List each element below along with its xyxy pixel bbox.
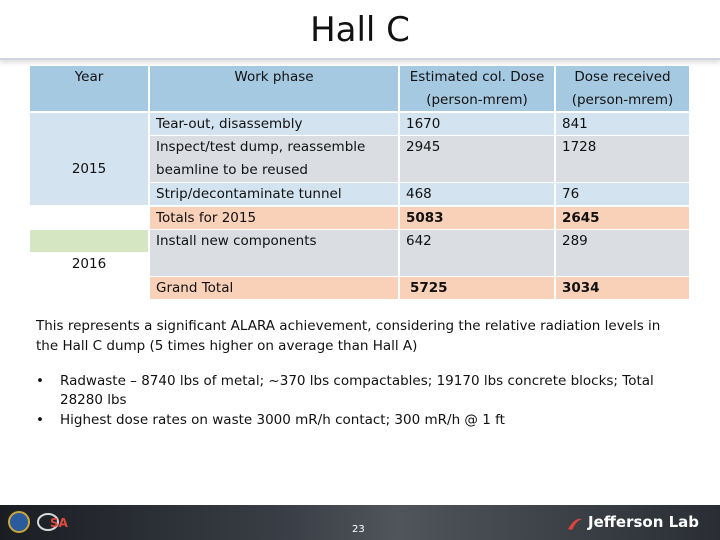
row3-estimated xyxy=(400,183,554,205)
row5-estimated-value: 642 xyxy=(406,233,432,249)
slide-title: Hall C xyxy=(310,10,410,50)
row3-received-value: 76 xyxy=(562,186,580,202)
row4-received xyxy=(556,207,689,229)
bullet-icon: • xyxy=(36,412,44,428)
row2-received-value: 1728 xyxy=(562,139,597,155)
doe-seal-icon xyxy=(8,511,30,533)
bullet-text: Highest dose rates on waste 3000 mR/h contact; 300 mR/h @ 1 ft xyxy=(60,412,505,428)
header-estimated-label: Estimated col. Dose (person-mrem) xyxy=(409,69,545,108)
row4-estimated-value: 5083 xyxy=(406,210,444,226)
header-year-label: Year xyxy=(74,69,104,85)
row4-phase-text: Totals for 2015 xyxy=(156,210,257,226)
row3-phase xyxy=(150,183,398,205)
title-bar xyxy=(0,0,720,60)
row4-estimated xyxy=(400,207,554,229)
year-2016-cell xyxy=(30,230,148,252)
row5-phase-text: Install new components xyxy=(156,233,317,249)
row4-phase xyxy=(150,207,398,229)
row2-estimated xyxy=(400,136,554,182)
jefferson-lab-logo xyxy=(588,513,712,535)
row6-phase xyxy=(150,277,398,299)
row1-received xyxy=(556,113,689,135)
year-2016-label: 2016 xyxy=(71,256,107,272)
header-work-phase-label: Work phase xyxy=(234,69,314,85)
row2-phase xyxy=(150,136,398,182)
row6-phase-text: Grand Total xyxy=(156,280,234,296)
bullet-text: Radwaste – 8740 lbs of metal; ~370 lbs compactables; 19170 lbs concrete blocks; Total 28280 lbs xyxy=(60,373,654,408)
row1-estimated-value: 1670 xyxy=(406,116,441,132)
row1-estimated xyxy=(400,113,554,135)
row1-phase-text: Tear-out, disassembly xyxy=(156,116,303,132)
header-work-phase xyxy=(150,66,398,111)
year-2016-label-area xyxy=(30,253,148,276)
year-2015-cell xyxy=(30,113,148,205)
row2-received xyxy=(556,136,689,182)
row1-received-value: 841 xyxy=(562,116,588,132)
jsa-logo-icon xyxy=(36,511,72,533)
svg-text:SA: SA xyxy=(50,516,68,530)
row3-received xyxy=(556,183,689,205)
bullet-item xyxy=(36,411,686,430)
year-2015-label: 2015 xyxy=(71,161,107,177)
bullet-list xyxy=(36,372,686,431)
bullet-icon: • xyxy=(36,373,44,389)
row5-received-value: 289 xyxy=(562,233,588,249)
row3-estimated-value: 468 xyxy=(406,186,432,202)
row5-estimated xyxy=(400,230,554,276)
row6-received-value: 3034 xyxy=(562,280,600,296)
header-received-label: Dose received (person-mrem) xyxy=(571,69,674,108)
row5-phase xyxy=(150,230,398,276)
footer-bar xyxy=(0,505,720,540)
row4-received-value: 2645 xyxy=(562,210,600,226)
row2-phase-text: Inspect/test dump, reassemble beamline to be reused xyxy=(156,139,366,178)
jefferson-lab-swoosh-icon xyxy=(566,515,584,533)
header-estimated xyxy=(400,66,554,111)
row1-phase xyxy=(150,113,398,135)
row2-estimated-value: 2945 xyxy=(406,139,441,155)
row5-received xyxy=(556,230,689,276)
header-received xyxy=(556,66,689,111)
row6-estimated-value: 5725 xyxy=(410,280,448,296)
header-year xyxy=(30,66,148,111)
row6-estimated xyxy=(400,277,554,299)
summary-paragraph: This represents a significant ALARA achievement, considering the relative radiation levels in the Hall C dump (5 times higher on average than Hall A) xyxy=(36,318,661,354)
jefferson-lab-logo-text: Jefferson Lab xyxy=(588,513,700,531)
row6-received xyxy=(556,277,689,299)
row3-phase-text: Strip/decontaminate tunnel xyxy=(156,186,342,202)
bullet-item xyxy=(36,372,686,410)
page-number: 23 xyxy=(352,524,365,535)
